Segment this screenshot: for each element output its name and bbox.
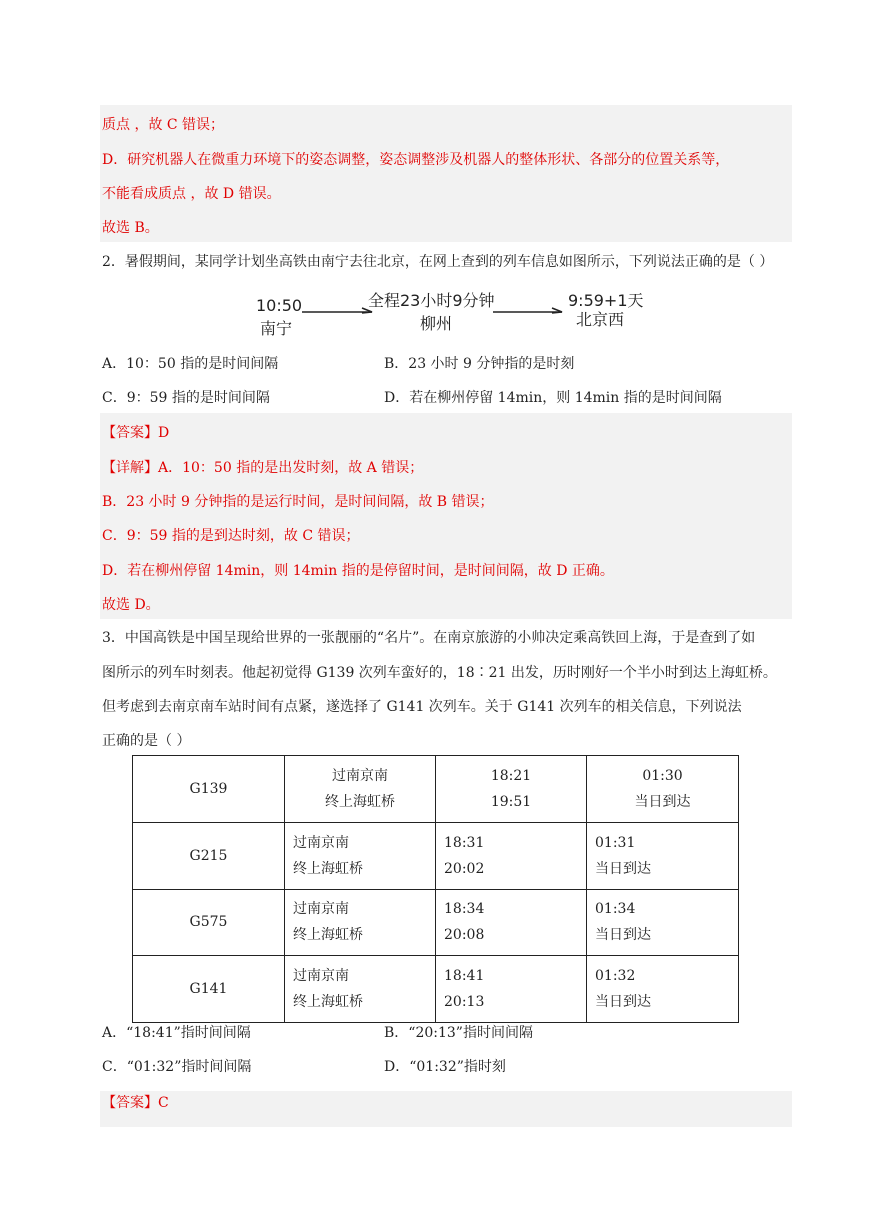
q3-option-a: A．“18:41”指时间间隔 — [102, 1025, 251, 1041]
prev-answer-line-4: 故选 B。 — [102, 220, 159, 236]
q2-stem: 2．暑假期间，某同学计划坐高铁由南宁去往北京，在网上查到的列车信息如图所示，下列说法正确的是（ ） — [102, 254, 774, 270]
duration-cell: 01:34 当日到达 — [587, 889, 739, 956]
time-cell: 18:41 20:13 — [436, 956, 587, 1023]
q2-explain-1 — [102, 458, 423, 478]
table-row — [133, 756, 739, 823]
q2-train-diagram — [250, 282, 645, 340]
route-cell: 过南京南 终上海虹桥 — [285, 956, 436, 1023]
explain-tag: 【详解】 — [102, 460, 158, 476]
duration-cell: 01:31 当日到达 — [587, 822, 739, 889]
duration-cell: 01:32 当日到达 — [587, 956, 739, 1023]
table-row — [133, 956, 739, 1023]
arrive-station: 北京西 — [576, 310, 625, 329]
table-row — [133, 822, 739, 889]
route-cell: 过南京南 终上海虹桥 — [285, 822, 436, 889]
q3-stem-2: 图所示的列车时刻表。他起初觉得 G139 次列车蛮好的，18∶21 出发，历时刚好一个半小时到达上海虹桥。 — [102, 665, 777, 681]
q2-explain-3: C．9：59 指的是到达时刻，故 C 错误； — [102, 528, 360, 544]
train-number: G575 — [133, 889, 285, 956]
q3-stem-3: 但考虑到去南京南车站时间有点紧，遂选择了 G141 次列车。关于 G141 次列车的相关信息，下列说法 — [102, 699, 742, 715]
q3-option-b: B．“20:13”指时间间隔 — [384, 1025, 533, 1041]
train-timetable — [132, 755, 739, 1023]
q2-answer-block — [100, 413, 792, 619]
q2-explain-2: B．23 小时 9 分钟指的是运行时间，是时间间隔，故 B 错误； — [102, 494, 494, 510]
route-cell: 过南京南 终上海虹桥 — [285, 889, 436, 956]
q2-option-b: B．23 小时 9 分钟指的是时刻 — [384, 356, 575, 372]
q3-answer: 【答案】C — [102, 1095, 169, 1111]
time-cell: 18:34 20:08 — [436, 889, 587, 956]
q3-answer-block — [100, 1091, 792, 1127]
arrive-time: 9:59+1天 — [568, 291, 644, 310]
route-cell: 过南京南 终上海虹桥 — [285, 756, 436, 823]
time-cell: 18:31 20:02 — [436, 822, 587, 889]
q2-option-a: A．10：50 指的是时间间隔 — [102, 356, 279, 372]
table-row — [133, 889, 739, 956]
via-station: 柳州 — [420, 314, 453, 333]
q3-option-d: D．“01:32”指时刻 — [384, 1059, 506, 1075]
prev-answer-line-3: 不能看成质点 ，故 D 错误。 — [102, 186, 281, 202]
diagram-arrows — [250, 282, 645, 340]
q3-stem-4: 正确的是（ ） — [102, 733, 191, 749]
time-cell: 18:21 19:51 — [436, 756, 587, 823]
duration-cell: 01:30 当日到达 — [587, 756, 739, 823]
q2-option-d: D．若在柳州停留 14min，则 14min 指的是时间间隔 — [384, 390, 722, 406]
prev-answer-line-1: 质点 ，故 C 错误； — [102, 117, 225, 133]
duration-label: 全程23小时9分钟 — [368, 291, 495, 310]
depart-time: 10:50 — [256, 296, 303, 315]
q3-stem-1: 3．中国高铁是中国呈现给世界的一张靓丽的“名片”。在南京旅游的小帅决定乘高铁回上海，于是查到了如 — [102, 630, 756, 646]
train-number: G139 — [133, 756, 285, 823]
q2-explain-5: 故选 D。 — [102, 597, 160, 613]
prev-answer-line-2: D．研究机器人在微重力环境下的姿态调整，姿态调整涉及机器人的整体形状、各部分的位置关系等， — [102, 152, 730, 168]
q2-answer: 【答案】D — [102, 425, 170, 441]
q2-option-c: C．9：59 指的是时间间隔 — [102, 390, 270, 406]
train-number: G215 — [133, 822, 285, 889]
explain-text: A．10：50 指的是出发时刻，故 A 错误； — [158, 460, 424, 476]
train-number: G141 — [133, 956, 285, 1023]
depart-station: 南宁 — [260, 319, 293, 338]
q2-explain-4: D．若在柳州停留 14min，则 14min 指的是停留时间，是时间间隔，故 D 正确。 — [102, 563, 614, 579]
q3-option-c: C．“01:32”指时间间隔 — [102, 1059, 252, 1075]
